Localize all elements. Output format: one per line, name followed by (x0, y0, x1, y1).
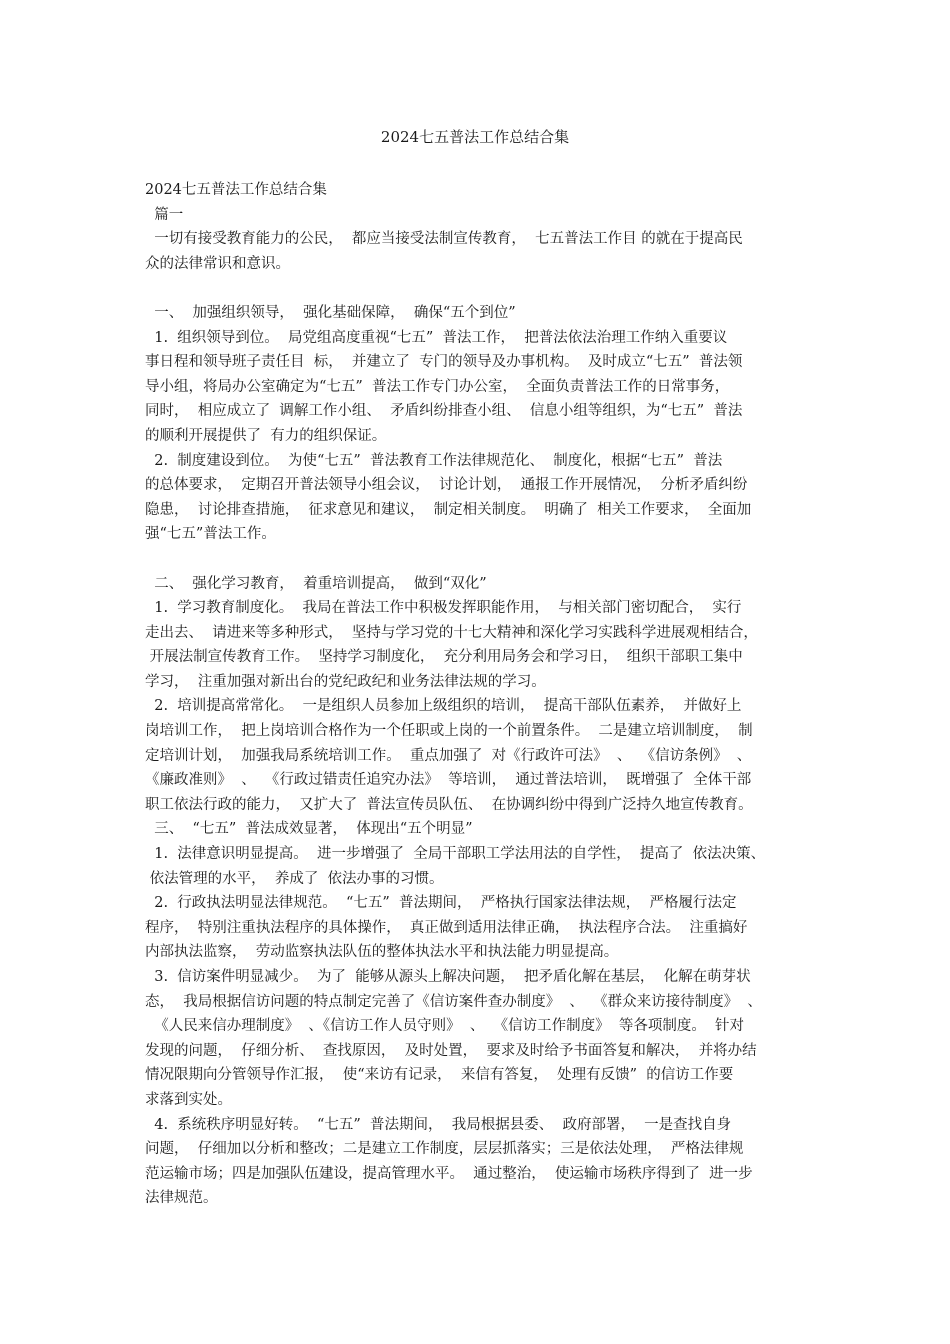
text-line: 1. 法律意识明显提高。 进一步增强了 全局干部职工学法用法的自学性， 提高了 依法决策、 (145, 846, 766, 863)
text-line: 法律规范。 (145, 1190, 218, 1207)
text-line: 篇一 (145, 206, 184, 223)
text-line: 的总体要求， 定期召开普法领导小组会议， 讨论计划， 通报工作开展情况， 分析矛盾纠纷 (145, 477, 748, 494)
text-line: 3. 信访案件明显减少。 为了 能够从源头上解决问题， 把矛盾化解在基层， 化解在萌芽状 (145, 969, 751, 985)
text-line: 同时， 相应成立了 调解工作小组、 矛盾纠纷排查小组、 信息小组等组织，为“七五” 普法 (145, 403, 743, 420)
text-line: 2. 培训提高常常化。 一是组织人员参加上级组织的培训， 提高干部队伍素养， 并做好上 (145, 698, 742, 715)
text-line: 二、 强化学习教育， 着重培训提高， 做到“双化” (145, 575, 487, 592)
text-line: 走出去、 请进来等多种形式， 坚持与学习党的十七大精神和深化学习实践科学进展观相结合， (145, 624, 758, 641)
text-line: 1. 组织领导到位。 局党组高度重视“七五” 普法工作， 把普法依法治理工作纳入重要议 (145, 329, 728, 346)
text-line: 事日程和领导班子责任目 标， 并建立了 专门的领导及办事机构。 及时成立“七五” 普法领 (145, 354, 743, 371)
text-line: 态， 我局根据信访问题的特点制定完善了《信访案件查办制度》 、 《群众来访接待制度》 、 (145, 993, 762, 1010)
text-line: 强“七五”普法工作。 (145, 526, 276, 543)
text-line: 《廉政准则》 、 《行政过错责任追究办法》 等培训， 通过普法培训， 既增强了 全体干部 (145, 772, 752, 789)
text-line: 内部执法监察， 劳动监察执法队伍的整体执法水平和执法能力明显提高。 (145, 944, 619, 961)
text-line: 导小组，将局办公室确定为“七五” 普法工作专门办公室， 全面负责普法工作的日常事务， (145, 378, 730, 395)
text-line: 一、 加强组织领导， 强化基础保障， 确保“五个到位” (145, 304, 516, 321)
text-line: 学习， 注重加强对新出台的党纪政纪和业务法律法规的学习。 (145, 673, 546, 690)
text-line: 情况限期向分管领导作汇报， 使“来访有记录， 来信有答复， 处理有反馈” 的信访工作要 (145, 1067, 734, 1084)
text-line: 开展法制宣传教育工作。 坚持学习制度化， 充分利用局务会和学习日， 组织干部职工集中 (145, 649, 743, 666)
text-line: 依法管理的水平， 养成了 依法办事的习惯。 (145, 870, 444, 887)
text-line: 2. 行政执法明显法律规范。 “七五” 普法期间， 严格执行国家法律法规， 严格履行法定 (145, 895, 737, 912)
text-line: 众的法律常识和意识。 (145, 255, 290, 272)
text-line: 《人民来信办理制度》 、《信访工作人员守则》 、 《信访工作制度》 等各项制度。 针对 (145, 1018, 745, 1035)
text-line: 4. 系统秩序明显好转。 “七五” 普法期间， 我局根据县委、 政府部署， 一是查找自身 (145, 1116, 732, 1133)
blank-line (145, 276, 815, 301)
text-line: 2024七五普法工作总结合集 (145, 182, 327, 198)
text-line: 三、 “七五” 普法成效显著， 体现出“五个明显” (145, 821, 473, 838)
text-line: 一切有接受教育能力的公民， 都应当接受法制宣传教育， 七五普法工作目 的就在于提高民 (145, 231, 743, 248)
text-line: 隐患， 讨论排查措施， 征求意见和建议， 制定相关制度。 明确了 相关工作要求， 全面加 (145, 501, 752, 518)
document-title: 2024七五普法工作总结合集 (380, 128, 570, 146)
text-line: 2. 制度建设到位。 为使“七五” 普法教育工作法律规范化、 制度化，根据“七五” 普法 (145, 452, 723, 469)
text-line: 求落到实处。 (145, 1091, 232, 1108)
text-line: 程序， 特别注重执法程序的具体操作， 真正做到适用法律正确， 执法程序合法。 注重搞好 (145, 919, 748, 936)
document-body (145, 178, 815, 1211)
text-line: 1. 学习教育制度化。 我局在普法工作中积极发挥职能作用， 与相关部门密切配合， 实行 (145, 600, 742, 617)
blank-line (145, 547, 815, 572)
text-line: 发现的问题， 仔细分析、 查找原因， 及时处置， 要求及时给予书面答复和解决， 并将办结 (145, 1042, 757, 1059)
text-line: 定培训计划， 加强我局系统培训工作。 重点加强了 对《行政许可法》 、 《信访条例》 、 (145, 747, 752, 764)
text-line: 岗培训工作， 把上岗培训合格作为一个任职或上岗的一个前置条件。 二是建立培训制度， 制 (145, 723, 753, 740)
text-line: 问题， 仔细加以分析和整改；二是建立工作制度，层层抓落实；三是依法处理， 严格法律规 (145, 1141, 744, 1158)
text-line: 范运输市场；四是加强队伍建设，提高管理水平。 通过整治， 使运输市场秩序得到了 进一步 (145, 1165, 753, 1182)
text-line: 的顺利开展提供了 有力的组织保证。 (145, 427, 387, 444)
text-line: 职工依法行政的能力， 又扩大了 普法宣传员队伍、 在协调纠纷中得到广泛持久地宣传教育。 (145, 796, 753, 813)
